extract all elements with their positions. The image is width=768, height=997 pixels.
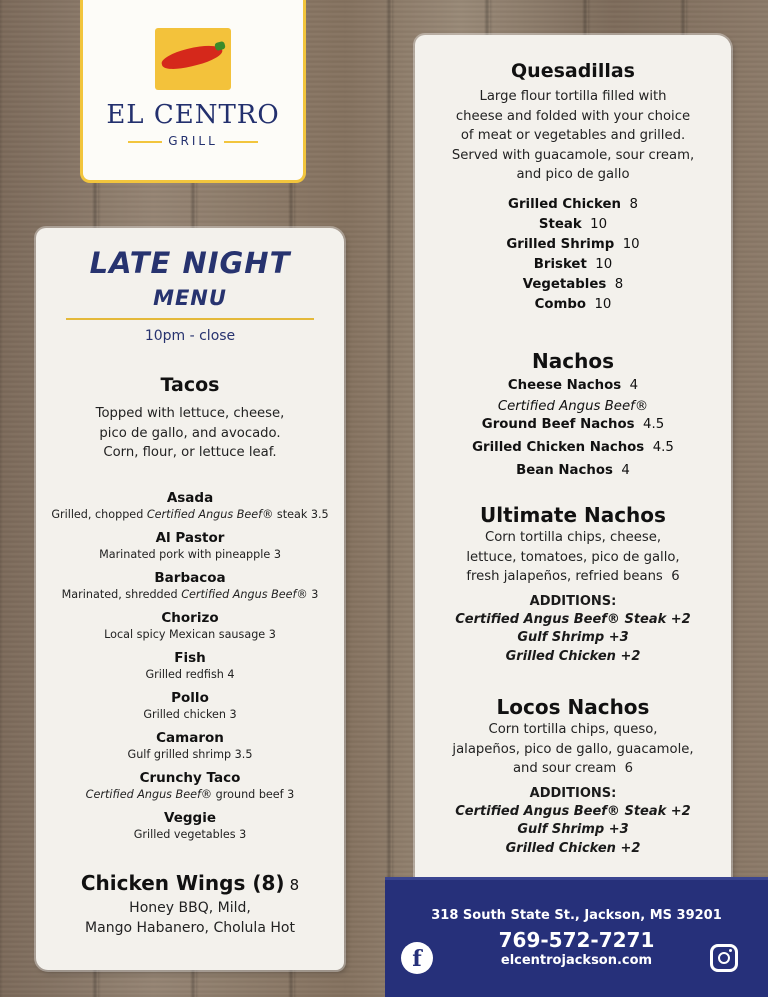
cheese-nachos: Cheese Nachos 4 [507,378,639,393]
taco-item [36,730,344,762]
taco-list [36,490,344,850]
taco-item [36,770,344,802]
taco-item-name: Asada [166,490,214,506]
ultimate-addition: Gulf Shrimp +3 [517,630,629,645]
taco-item-desc: Marinated, shredded Certified Angus Beef® 3 [61,588,319,601]
quesadillas-desc-line: of meat or vegetables and grilled. [460,128,686,143]
tacos-description: Topped with lettuce, cheese, pico de gallo, and avocado. Corn, flour, or lettuce leaf. [95,406,285,460]
locos-addition: Certified Angus Beef® Steak +2 [455,803,691,819]
taco-item-name: Barbacoa [154,570,226,586]
facebook-icon[interactable]: f [401,942,433,974]
wings-price: 8 [289,876,300,894]
phone-number[interactable]: 769-572-7271 [498,928,655,952]
taco-item-name: Chorizo [161,610,219,626]
instagram-icon[interactable] [710,944,738,972]
bean-nachos: Bean Nachos 4 [516,463,630,478]
locos-desc-2: jalapeños, pico de gallo, guacamole, [452,741,694,757]
right-menu-panel [415,35,731,895]
ultimate-additions-title: ADDITIONS: [529,593,617,609]
taco-item [36,570,344,602]
tacos-title: Tacos [160,374,220,396]
nachos-title: Nachos [532,349,614,373]
beef-brand: Certified Angus Beef® [497,399,649,414]
taco-item [36,610,344,642]
taco-item [36,690,344,722]
logo [80,0,306,183]
ultimate-desc-2: lettuce, tomatoes, pico de gallo, [466,549,680,565]
wings-flavors-2: Mango Habanero, Cholula Hot [85,920,295,936]
ultimate-desc-1: Corn tortilla chips, cheese, [484,530,662,545]
quesadilla-item: Vegetables 8 [522,276,624,292]
quesadilla-item: Combo 10 [534,296,612,312]
logo-sub: GRILL [83,134,303,148]
contact-footer [385,877,768,997]
quesadilla-item: Steak 10 [538,216,608,232]
taco-item-desc: Certified Angus Beef® ground beef 3 [85,788,295,801]
taco-item-name: Al Pastor [155,530,225,546]
locos-addition: Gulf Shrimp +3 [517,822,629,837]
taco-item-desc: Local spicy Mexican sausage 3 [104,628,276,641]
quesadillas-desc-line: cheese and folded with your choice [455,108,691,124]
ground-beef-nachos: Ground Beef Nachos 4.5 [481,417,665,432]
menu-subtitle: MENU [153,286,227,310]
menu-title: LATE NIGHT [89,246,291,280]
pepper-stem-icon [214,41,226,51]
taco-item-name: Veggie [164,810,216,826]
quesadillas-title: Quesadillas [511,60,635,82]
locos-nachos-section [415,694,731,858]
grilled-chicken-nachos: Grilled Chicken Nachos 4.5 [472,440,674,455]
ultimate-addition: Grilled Chicken +2 [505,648,641,664]
wings-flavors-1: Honey BBQ, Mild, [129,900,251,916]
taco-item [36,530,344,562]
logo-name: EL CENTRO [106,100,280,130]
taco-item-desc: Marinated pork with pineapple 3 [99,548,281,561]
taco-item-desc: Grilled, chopped Certified Angus Beef® steak 3.5 [51,508,329,521]
locos-desc-1: Corn tortilla chips, queso, [488,722,658,737]
ultimate-desc-3: fresh jalapeños, refried beans 6 [466,569,680,584]
taco-item-name: Camaron [156,730,224,746]
quesadilla-item: Grilled Chicken 8 [508,196,638,212]
address: 318 South State St., Jackson, MS 39201 [431,908,722,923]
ultimate-nachos-section [415,502,731,666]
quesadillas-section [415,59,731,315]
quesadillas-items [415,195,731,315]
quesadillas-desc-line: Large flour tortilla filled with [479,89,667,104]
website-link[interactable]: elcentrojackson.com [500,953,653,968]
wings-title: Chicken Wings (8) [80,871,285,895]
quesadilla-item: Grilled Shrimp 10 [506,236,640,252]
taco-item-desc: Grilled redfish 4 [145,668,235,681]
taco-item-name: Fish [174,650,206,666]
wings-section [36,870,344,938]
taco-item-desc: Grilled vegetables 3 [133,828,247,841]
locos-addition: Grilled Chicken +2 [505,840,641,856]
taco-item [36,490,344,522]
taco-item [36,650,344,682]
title-divider [66,318,314,320]
quesadillas-desc-line: and pico de gallo [516,167,630,182]
taco-item-desc: Gulf grilled shrimp 3.5 [127,748,253,761]
nachos-section [415,348,731,481]
ultimate-title: Ultimate Nachos [480,503,666,527]
locos-desc-3: and sour cream 6 [512,761,634,776]
quesadillas-desc-line: Served with guacamole, sour cream, [451,147,695,163]
left-menu-panel [36,228,344,970]
taco-item-desc: Grilled chicken 3 [143,708,237,721]
taco-item-name: Pollo [171,690,209,706]
taco-item [36,810,344,842]
tacos-section [36,373,344,463]
locos-title: Locos Nachos [496,695,650,719]
logo-badge [155,28,231,90]
ultimate-addition: Certified Angus Beef® Steak +2 [455,611,691,627]
taco-item-name: Crunchy Taco [139,770,241,786]
locos-additions-title: ADDITIONS: [529,785,617,801]
hours: 10pm - close [144,328,236,344]
quesadillas-description [415,87,731,185]
quesadilla-item: Brisket 10 [533,256,613,272]
